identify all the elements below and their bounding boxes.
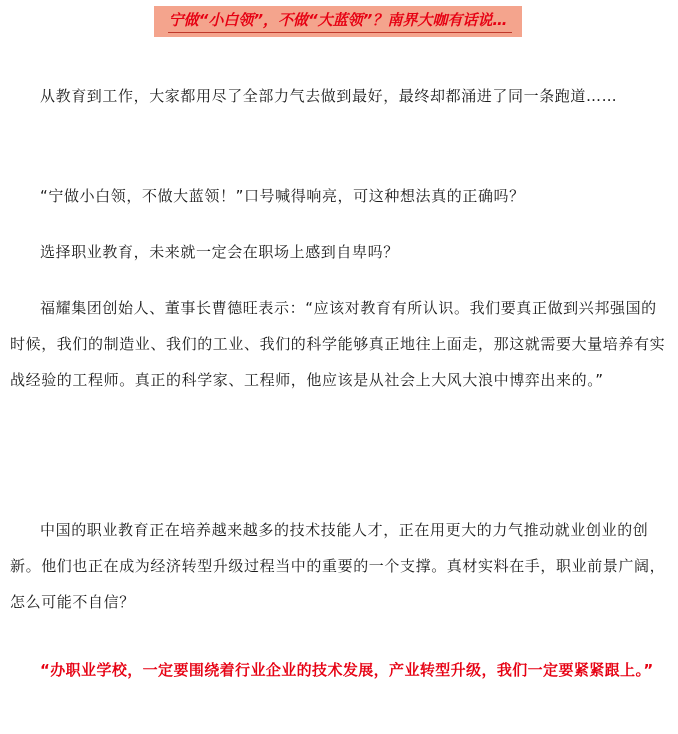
paragraph-vocational-question: 选择职业教育，未来就一定会在职场上感到自卑吗？ bbox=[40, 243, 399, 261]
paragraph-quote-cao-dewang: 福耀集团创始人、董事长曹德旺表示：“应该对教育有所认识。我们要真正做到兴邦强国的时候，我们的制造业、我们的工业、我们的科学能够真正地往上面走，那这就需要大量培养有实战经验的工程师。真正的科学家、工程师，他应该是从社会上大风大浪中博弈出来的。” bbox=[10, 299, 666, 389]
article-title: 宁做“小白领”，不做“大蓝领”？南界大咖有话说… bbox=[168, 11, 508, 29]
paragraph-vocational-education: 中国的职业教育正在培养越来越多的技术技能人才，正在用更大的力气推动就业创业的创新。他们也正在成为经济转型升级过程当中的重要的一个支撑。真材实料在手，职业前景广阔，怎么可能不自信？ bbox=[10, 521, 666, 611]
paragraph-slogan-question: “宁做小白领，不做大蓝领！”口号喊得响亮，可这种想法真的正确吗？ bbox=[40, 187, 525, 205]
title-underline bbox=[168, 32, 512, 33]
title-banner bbox=[154, 6, 522, 37]
paragraph-highlight-quote: “办职业学校，一定要围绕着行业企业的技术发展，产业转型升级，我们一定要紧紧跟上。” bbox=[40, 661, 654, 679]
paragraph-intro: 从教育到工作，大家都用尽了全部力气去做到最好，最终却都涌进了同一条跑道…… bbox=[40, 87, 618, 105]
